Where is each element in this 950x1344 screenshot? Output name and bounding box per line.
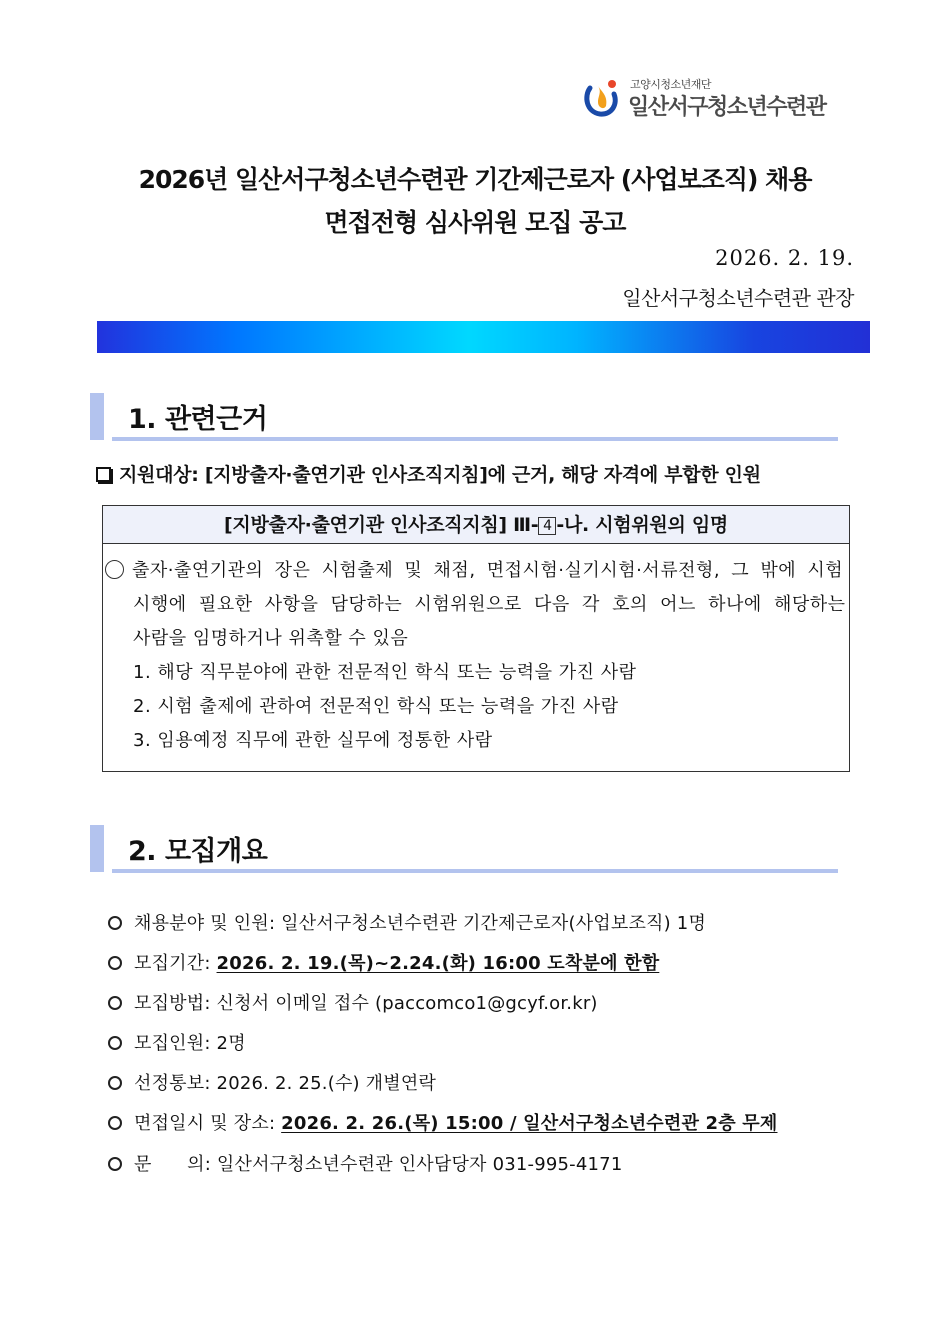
list-item: 2. 시험 출제에 관하여 전문적인 학식 또는 능력을 가진 사람 xyxy=(133,696,619,717)
logo-subtitle: 고양시청소년재단 xyxy=(630,78,712,91)
list-item xyxy=(108,1069,436,1095)
item-label: 채용분야 및 인원: xyxy=(134,913,282,934)
guideline-table-header xyxy=(103,506,849,544)
section-heading: 2. 모집개요 xyxy=(128,836,268,867)
list-item: 3. 임용예정 직무에 관한 실무에 정통한 사람 xyxy=(133,730,493,751)
list-item xyxy=(108,909,706,935)
item-value: 일산서구청소년수련관 기간제근로자(사업보조직) 1명 xyxy=(281,913,707,934)
item-label: 선정통보: xyxy=(134,1073,217,1094)
list-item xyxy=(108,989,598,1015)
document-date: 2026. 2. 19. xyxy=(715,246,854,270)
guideline-title-post: -나. 시험위원의 임명 xyxy=(556,514,728,536)
list-item: 1. 해당 직무분야에 관한 전문적인 학식 또는 능력을 가진 사람 xyxy=(133,662,637,683)
document-title-line1: 2026년 일산서구청소년수련관 기간제근로자 (사업보조직) 채용 xyxy=(138,165,812,194)
circle-bullet-icon xyxy=(108,1076,122,1090)
list-item xyxy=(108,1109,778,1135)
organization-logo xyxy=(582,76,852,122)
guideline-paragraph-line1 xyxy=(105,554,843,588)
circle-bullet-icon xyxy=(108,1036,122,1050)
item-label: 모집방법: xyxy=(134,993,217,1014)
item-label: 모집인원: xyxy=(134,1033,217,1054)
logo-title: 일산서구청소년수련관 xyxy=(628,95,826,120)
item-value-emphasis: 2026. 2. 19.(목)~2.24.(화) 16:00 도착분에 한함 xyxy=(216,953,660,974)
section-header-basis xyxy=(90,393,840,443)
section-heading: 1. 관련근거 xyxy=(128,404,268,435)
section-header-overview xyxy=(90,825,840,875)
item-value: 2명 xyxy=(216,1033,246,1054)
list-item xyxy=(108,949,659,975)
gradient-banner xyxy=(97,321,870,353)
eligibility-text: 지원대상: [지방출자·출연기관 인사조직지침]에 근거, 해당 자격에 부합한 인원 xyxy=(119,464,761,486)
circle-bullet-icon xyxy=(108,916,122,930)
item-label: 문 의: xyxy=(134,1154,217,1175)
circle-bullet-icon xyxy=(108,956,122,970)
circle-bullet-icon xyxy=(108,1157,122,1171)
logo-mark-icon xyxy=(582,78,622,118)
guideline-title-pre: [지방출자·출연기관 인사조직지침] Ⅲ- xyxy=(224,514,539,536)
circle-bullet-icon xyxy=(108,996,122,1010)
section-accent-bar xyxy=(90,393,104,440)
item-value-emphasis: 2026. 2. 26.(목) 15:00 / 일산서구청소년수련관 2층 무제 xyxy=(281,1113,778,1134)
eligibility-statement xyxy=(96,460,761,487)
boxed-number: 4 xyxy=(538,517,556,535)
section-underline xyxy=(112,437,838,441)
item-value: 신청서 이메일 접수 (paccomco1@gcyf.or.kr) xyxy=(216,993,598,1014)
circle-bullet-icon xyxy=(105,560,124,579)
item-label: 모집기간: xyxy=(134,953,217,974)
circle-bullet-icon xyxy=(108,1116,122,1130)
list-item xyxy=(108,1029,246,1055)
guideline-paragraph-line2: 시행에 필요한 사항을 담당하는 시험위원으로 다음 각 호의 어느 하나에 해당하는 xyxy=(133,594,846,615)
guideline-table xyxy=(102,505,850,772)
section-underline xyxy=(112,869,838,873)
guideline-paragraph-line3: 사람을 임명하거나 위촉할 수 있음 xyxy=(133,628,409,649)
document-issuer: 일산서구청소년수련관 관장 xyxy=(622,286,854,310)
item-value: 2026. 2. 25.(수) 개별연락 xyxy=(216,1073,437,1094)
item-label: 면접일시 및 장소: xyxy=(134,1113,282,1134)
guideline-text: 출자·출연기관의 장은 시험출제 및 채점, 면접시험·실기시험·서류전형, 그 밖에 시험 xyxy=(132,560,844,581)
list-item xyxy=(108,1150,622,1176)
item-value: 일산서구청소년수련관 인사담당자 031-995-4171 xyxy=(216,1154,623,1175)
checkbox-square-icon xyxy=(96,467,111,482)
document-title-line2: 면접전형 심사위원 모집 공고 xyxy=(324,208,626,237)
section-accent-bar xyxy=(90,825,104,872)
